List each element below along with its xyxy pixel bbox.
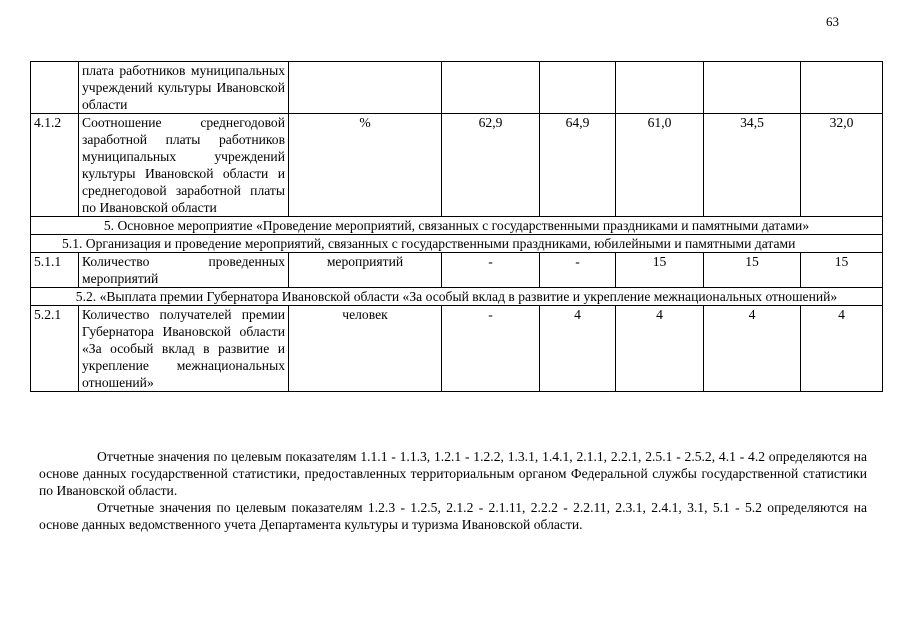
row-code-cell: 5.2.1 — [31, 306, 79, 392]
note-paragraph-1: Отчетные значения по целевым показателям 1.1.1 - 1.1.3, 1.2.1 - 1.2.2, 1.3.1, 1.4.1, 2.1.1, 2.2.1, 2.5.1 - 2.5.2, 4.1 - 4.2 определяются на основе данных государственной статистики, предоставленных территориальным органом Федеральной службы государственной статистики по Ивановской области. — [39, 449, 867, 498]
value-cell: - — [540, 253, 616, 288]
indicator-name-cell: плата работников муниципальных учреждений культуры Ивановской области — [79, 62, 289, 114]
table-row — [31, 62, 883, 114]
subsection-header-row — [31, 235, 883, 253]
value-cell: 4 — [616, 306, 704, 392]
value-cell — [616, 62, 704, 114]
value-cell: 15 — [704, 253, 801, 288]
value-cell: 15 — [801, 253, 883, 288]
value-cell: 32,0 — [801, 114, 883, 217]
value-cell: 64,9 — [540, 114, 616, 217]
unit-cell: человек — [289, 306, 442, 392]
table-row — [31, 253, 883, 288]
page-number: 63 — [826, 14, 839, 29]
indicator-name-cell: Количество получателей премии Губернатора Ивановской области «За особый вклад в развитие и укрепление межнациональных отношений» — [79, 306, 289, 392]
row-code-cell — [31, 62, 79, 114]
value-cell: 61,0 — [616, 114, 704, 217]
value-cell: 4 — [704, 306, 801, 392]
unit-cell: мероприятий — [289, 253, 442, 288]
value-cell — [801, 62, 883, 114]
table-row — [31, 114, 883, 217]
value-cell: - — [442, 253, 540, 288]
table-body — [31, 62, 883, 392]
value-cell — [704, 62, 801, 114]
value-cell — [540, 62, 616, 114]
section-title: 5.2. «Выплата премии Губернатора Ивановской области «За особый вклад в развитие и укрепление межнациональных отношений» — [31, 288, 883, 306]
section-title: 5. Основное мероприятие «Проведение мероприятий, связанных с государственными праздниками и памятными датами» — [31, 217, 883, 235]
indicator-name-cell: Соотношение среднегодовой заработной платы работников муниципальных учреждений культуры Ивановской области и среднегодовой заработной платы по Ивановской области — [79, 114, 289, 217]
value-cell: 4 — [801, 306, 883, 392]
notes-block — [39, 448, 867, 533]
subsection-title: 5.1. Организация и проведение мероприятий, связанных с государственными праздниками, юбилейными и памятными датами — [31, 235, 883, 253]
value-cell: 62,9 — [442, 114, 540, 217]
row-code-cell: 5.1.1 — [31, 253, 79, 288]
indicator-name-cell: Количество проведенных мероприятий — [79, 253, 289, 288]
value-cell: 34,5 — [704, 114, 801, 217]
value-cell: 15 — [616, 253, 704, 288]
indicators-table — [30, 61, 883, 392]
unit-cell: % — [289, 114, 442, 217]
section-header-row — [31, 217, 883, 235]
value-cell — [442, 62, 540, 114]
table-row — [31, 306, 883, 392]
section-header-row — [31, 288, 883, 306]
value-cell: - — [442, 306, 540, 392]
row-code-cell: 4.1.2 — [31, 114, 79, 217]
note-paragraph-2: Отчетные значения по целевым показателям 1.2.3 - 1.2.5, 2.1.2 - 2.1.11, 2.2.2 - 2.2.11, 2.3.1, 2.4.1, 3.1, 5.1 - 5.2 определяются на основе данных ведомственного учета Департамента культуры и туризма Ивановской области. — [39, 500, 867, 532]
unit-cell — [289, 62, 442, 114]
value-cell: 4 — [540, 306, 616, 392]
